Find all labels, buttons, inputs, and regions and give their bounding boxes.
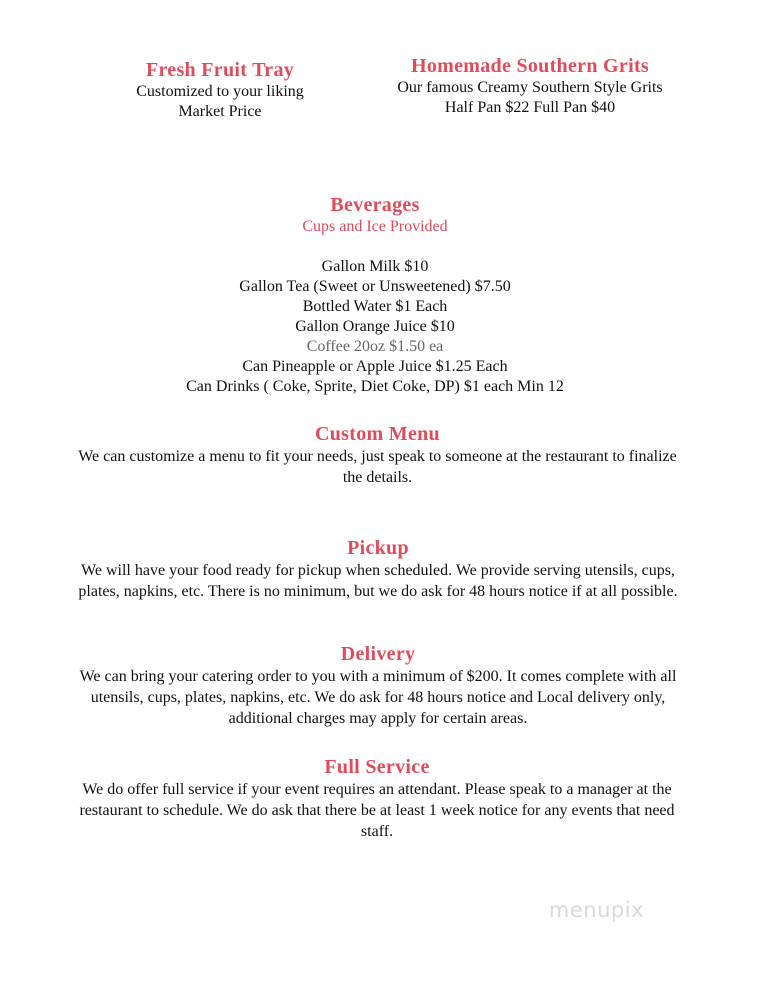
grits-description: Our famous Creamy Southern Style Grits bbox=[397, 79, 663, 96]
grits-title: Homemade Southern Grits bbox=[411, 55, 649, 77]
fruit-tray-description: Customized to your liking bbox=[136, 83, 304, 100]
pickup-section bbox=[68, 536, 688, 602]
full-service-text: We do offer full service if your event requires an attendant. Please speak to a manager at the restaurant to schedule. We do ask that there be at least 1 week notice for any events that need staff. bbox=[79, 781, 675, 840]
beverage-item: Bottled Water $1 Each bbox=[302, 298, 448, 315]
custom-menu-title: Custom Menu bbox=[315, 423, 440, 445]
pickup-text: We will have your food ready for pickup when scheduled. We provide serving utensils, cups, plates, napkins, etc. There is no minimum, but we do ask for 48 hours notice if at all possible. bbox=[78, 562, 678, 600]
pickup-title: Pickup bbox=[347, 537, 409, 559]
grits-price: Half Pan $22 Full Pan $40 bbox=[444, 99, 616, 116]
fruit-tray-section bbox=[110, 58, 330, 122]
menupix-watermark: menupix bbox=[548, 898, 644, 922]
full-service-title: Full Service bbox=[324, 756, 430, 778]
beverages-subtitle: Cups and Ice Provided bbox=[302, 218, 448, 235]
beverage-item: Gallon Milk $10 bbox=[321, 258, 429, 275]
custom-menu-section bbox=[70, 422, 685, 488]
delivery-section bbox=[78, 642, 678, 729]
fruit-tray-price: Market Price bbox=[178, 103, 262, 120]
beverage-item: Gallon Tea (Sweet or Unsweetened) $7.50 bbox=[239, 278, 511, 295]
beverage-item: Coffee 20oz $1.50 ea bbox=[306, 338, 444, 355]
full-service-section bbox=[76, 755, 678, 842]
beverage-item: Can Drinks ( Coke, Sprite, Diet Coke, DP) $1 each Min 12 bbox=[186, 378, 564, 395]
delivery-text: We can bring your catering order to you with a minimum of $200. It comes complete with all utensils, cups, plates, napkins, etc. We do ask for 48 hours notice and Local delivery only, additional charges may apply for certain areas. bbox=[79, 668, 677, 727]
beverages-section bbox=[150, 193, 600, 397]
fruit-tray-title: Fresh Fruit Tray bbox=[145, 59, 295, 81]
grits-section bbox=[370, 54, 690, 118]
delivery-title: Delivery bbox=[340, 643, 416, 665]
beverages-title: Beverages bbox=[330, 194, 420, 216]
beverage-item: Gallon Orange Juice $10 bbox=[295, 318, 455, 335]
custom-menu-text: We can customize a menu to fit your needs, just speak to someone at the restaurant to finalize the details. bbox=[78, 448, 677, 486]
beverage-item: Can Pineapple or Apple Juice $1.25 Each bbox=[242, 358, 508, 375]
